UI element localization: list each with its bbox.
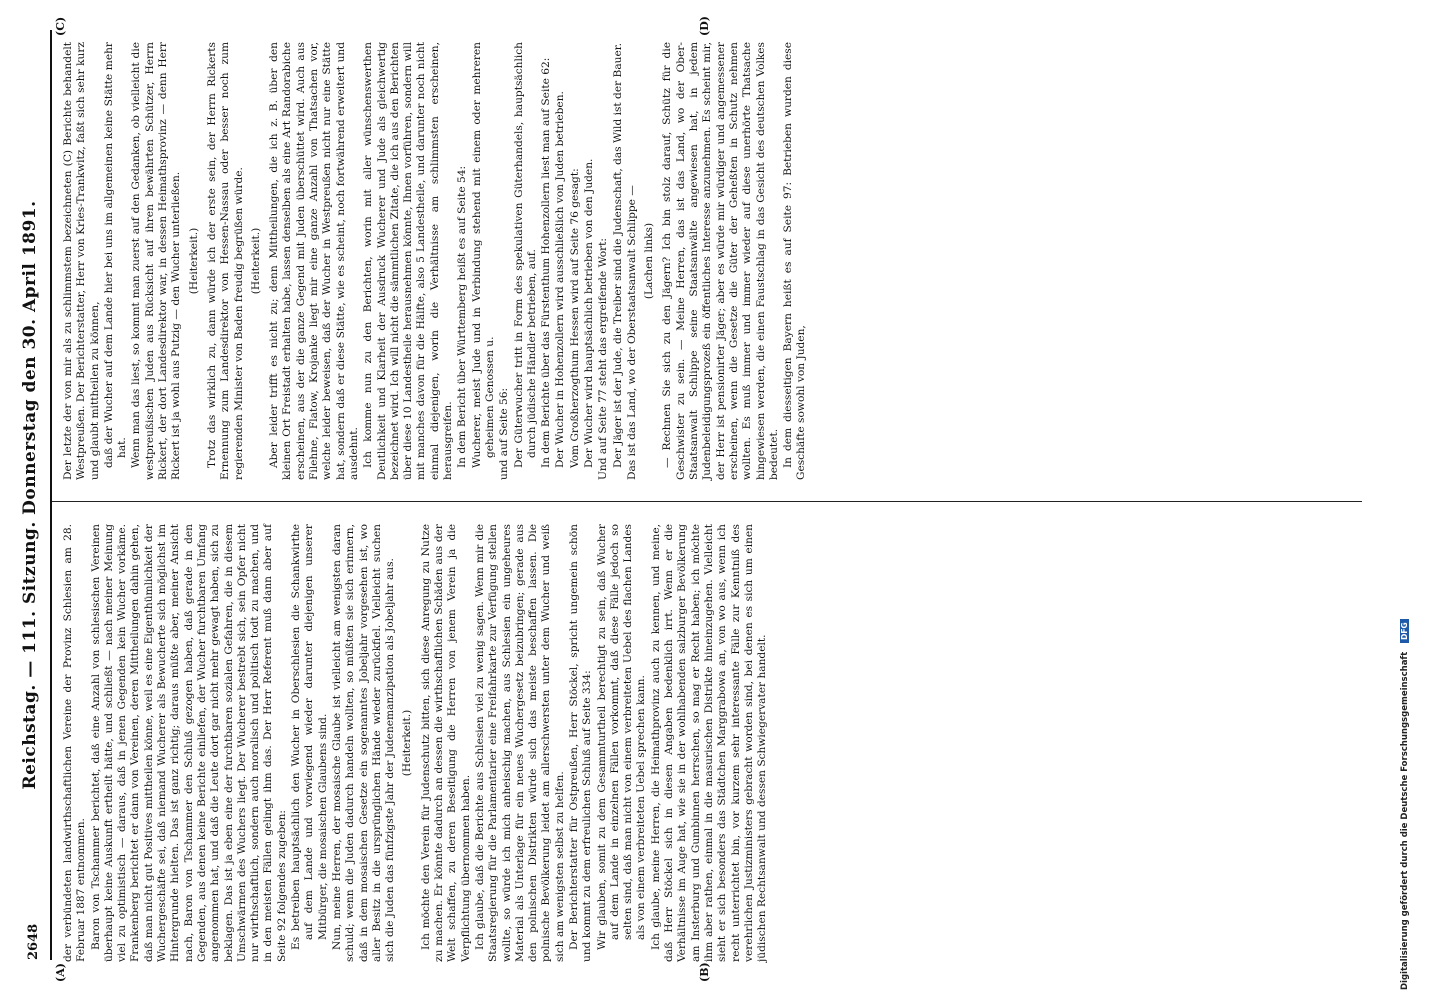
- left-column: [62, 524, 770, 962]
- paragraph: Der letzte der von mir als zu schlimmstem bezeichneten (C) Berichte behandelt Westpreußen. Der Berichterstatter, Herr von Kries-Trankwitz, faßt sich sehr kurz und glaubt mittheilen zu können,: [62, 42, 101, 480]
- session-line: Reichstag. — 111. Sitzung. Donnerstag den 30. April 1891.: [20, 200, 40, 790]
- paragraph: und auf Seite 56:: [498, 387, 511, 480]
- stage-direction: (Heiterkeit.): [249, 227, 262, 295]
- quoted-passage: daß der Wucher auf dem Lande hier bei uns im allgemeinen keine Stätte mehr hat.: [102, 42, 129, 468]
- paragraph: der verbündeten landwirthschaftlichen Vereine der Provinz Schlesien am 28. Februar 1887 entnommen.: [62, 524, 88, 962]
- right-column: [62, 42, 810, 480]
- paragraph: Nun, meine Herren, der mosaische Glaube ist vielleicht am wenigsten daran schuld; wenn die Juden dadurch handeln wollten, so müßten sie sich erinnern, daß in dem mosaischen Gesetze ein sogenanntes Jobeljahr vorgesehen ist, wo aller Besitz in die ursprünglichen Hände wieder zurückfiel. Vielleicht suchen sich die Juden das fünfzigste Jahr der Judenemanzipation als Jobeljahr aus.: [330, 524, 397, 962]
- dfg-credit-text: Digitalisierung gefördert durch die Deutsche Forschungsgemeinschaft: [1400, 651, 1410, 990]
- paragraph: Der Berichterstatter für Ostpreußen, Herr Stöckel, spricht ungemein schön und kommt zu dem erfreulichen Schluß auf Seite 334:: [567, 524, 594, 962]
- paragraph: Ich möchte den Verein für Judenschutz bitten, sich diese Anregung zu Nutze zu machen. Er könnte dadurch an dessen die wirthschaftlichen Schäden aus der Welt schaffen, zu deren Beseitigung die Herren von jenem Verein ja die Verpflichtung übernommen haben.: [419, 524, 472, 962]
- dfg-logo: DFG: [1400, 619, 1409, 643]
- margin-marker-c: (C): [54, 16, 67, 36]
- dfg-credit-strip: [1388, 0, 1428, 1000]
- margin-marker-d: (D): [698, 16, 711, 36]
- margin-marker-a: (A): [54, 963, 67, 982]
- paragraph: Trotz das wirklich zu, dann würde ich der erste sein, der Herrn Rickerts Ernennung zum Landesdirektor von Hessen-Nassau oder besser noch zum regierenden Minister von Baden freudig begrüßen würde.: [205, 42, 245, 480]
- paragraph: Das ist das Land, wo der Oberstaatsanwalt Schlippe —: [625, 185, 638, 480]
- stage-direction: (Heiterkeit.): [401, 709, 414, 777]
- paragraph: Ich komme nun zu den Berichten, worin mit aller wünschenswerthen Deutlichkeit und Klarheit der Ausdruck Wucherer und Jude als gleichwertig bezeichnet wird. Ich will nicht die sämmtlichen Zitate, die ich aus den Berichten über diese 10 Landestheile herausnehmen könnte, Ihnen vorführen, sondern will mit manches davon für die Hälfte, also 5 Landestheile, und darunter noch nicht einmal diejenigen, worin die Verhältnisse am schlimmsten erscheinen, herausgreifen.: [362, 42, 455, 480]
- paragraph: In dem Bericht über Württemberg heißt es auf Seite 54:: [456, 165, 469, 468]
- column-divider: [52, 501, 1362, 502]
- paragraph: Und auf Seite 77 steht das ergreifende Wort:: [597, 237, 610, 480]
- page-header: [16, 30, 52, 960]
- paragraph: Baron von Tschammer berichtet, daß eine Anzahl von schlesischen Vereinen überhaupt keine Auskunft ertheilt hätte, und schließt — nach meiner Meinung viel zu optimistisch — daraus, daß in jenen Gegenden kein Wucher vorkäme. Frankenberg berichtet er dann von Vereinen, deren Mittheilungen dahin gehen, daß man nicht gut Positives mittheilen könne, weil es eine Eigenthümlichkeit der Wuchergeschäfte sei, daß niemand Wucherer als Bewucherte sich möglichst im Hintergrunde hielten. Das ist ganz richtig; daraus müßte aber, meiner Ansicht nach, Baron von Tschammer den Schluß gezogen haben, daß gerade in den Gegenden, aus denen keine Berichte einliefen, der Wucher furchtbaren Umfang angenommen hat, und daß die Leute dort gar nicht mehr gewagt haben, sich zu beklagen. Das ist ja eben eine der furchtbaren sozialen Gefahren, die in diesem Umschwärmen des Wuchers liegt. Der Wucherer bestrebt sich, sein Opfer nicht nur wirthschaftlich, sondern auch moralisch und politisch todt zu machen, und in den meisten Fällen gelingt ihm das. Der Herr Referent muß dann aber auf Seite 92 folgendes zugeben:: [89, 524, 288, 962]
- stage-direction: (Heiterkeit.): [187, 227, 200, 295]
- quoted-passage: Es betreiben hauptsächlich den Wucher in Oberschlesien die Schankwirthe auf dem Lande und vorwiegend wieder darunter diejenigen unserer Mitbürger, die mosaischen Glaubens sind.: [290, 524, 329, 950]
- margin-marker-b: (B): [698, 962, 711, 982]
- dfg-credit: [1400, 619, 1410, 990]
- paragraph: Vom Großherzogthum Hessen wird auf Seite 76 gesagt:: [568, 168, 581, 468]
- paragraph: In dem Berichte über das Fürstenthum Hohenzollern liest man auf Seite 62:: [540, 57, 553, 468]
- paragraph: Wenn man das liest, so kommt man zuerst auf den Gedanken, ob vielleicht die westpreußischen Juden aus Rücksicht auf ihren bewährten Schützer, Herrn Rickert, der dort Landesdirektor war, in dessen Heimathsprovinz — denn Herr Rickert ist ja wohl aus Putzig — den Wucher unterließen.: [130, 42, 183, 480]
- quoted-passage: Der Jäger ist der Jude, die Treiber sind die Judenschaft, das Wild ist der Bauer.: [611, 43, 624, 468]
- paragraph: Aber leider trifft es nicht zu; denn Mittheilungen, die ich z. B. über den kleinen Ort Freistadt erhalten habe, lassen denselben als eine Art Randorabiche erscheinen, aus der die ganze Gegend mit Juden überschüttet wird. Auch aus Filehne, Flatow, Krojanke liegt mir eine ganze Anzahl von Thatsachen vor, welche leider beweisen, daß der Wucher in Westpreußen nicht nur eine Stätte hat, sondern daß er diese Stätte, wie es scheint, noch fortwährend erweitert und ausdehnt.: [268, 42, 360, 480]
- page-number: 2648: [26, 923, 41, 960]
- paragraph: In dem diesseitigen Bayern heißt es auf Seite 97: Betrieben wurden diese Geschäfte sowohl von Juden,: [782, 42, 808, 480]
- rotated-document-sheet: [16, 16, 1386, 982]
- quoted-passage: Der Wucher wird hauptsächlich betrieben von den Juden.: [582, 158, 595, 468]
- stage-direction: (Lachen links): [643, 222, 656, 300]
- quoted-passage: Wir glauben, somit zu dem Gesammturtheil berechtigt zu sein, daß Wucher auf dem Lande in einzelnen Fällen vorkommt, daß diese Fälle jedoch so selten sind, daß man nicht von einem verbreiteten Uebel des flachen Landes als von einem verbreiteten Uebel sprechen kann.: [595, 524, 648, 950]
- paragraph: Ich glaube, meine Herren, die Heimathprovinz auch zu kennen, und meine, daß Herr Stöckel sich in diesen Angaben bedenklich irrt. Wenn er die Verhältnisse im Auge hat, wie sie in der wohlhabenden salzburger Bevölkerung am Insterburg und Gumbinnen herrschen, so mag er Recht haben; ich möchte ihm aber rathen, einmal in die masurischen Distrikte hineinzugehen. Vielleicht sieht er sich besonders das Städtchen Marggrabowa an, von wo aus, wenn ich recht unterrichtet bin, vor kurzem sehr interessante Fälle zur Kenntniß des verehrlichen Justizministers gebracht worden sind, bei denen es sich um einen jüdischen Rechtsanwalt und dessen Schwiegervater handelt.: [649, 524, 769, 962]
- paragraph: — Rechnen Sie sich zu den Jägern? Ich bin stolz darauf, Schütz für die Geschwister zu sein. — Meine Herren, das ist das Land, wo der Ober-Staatsanwalt Schlippe seine Staatsanwälte angewiesen hat, in jedem Judenbeleidigungsprozeß ein öffentliches Interesse anzunehmen. Es scheint mir, der Herr ist pensionirter Jäger; aber es würde mir würdiger und angemessener erscheinen, wenn die Gesetze die Güter der Geheßten in Schutz nehmen wollten. Es muß immer und immer wieder auf diese unerhörte Thatsache hingewiesen werden, die einen Faustschlag in das Gesicht des deutschen Volkes bedeutet.: [661, 42, 780, 480]
- quoted-passage: Wucherer, meist Jude und in Verbindung stehend mit einem oder mehreren geheimen Genossen u.: [470, 42, 496, 468]
- paragraph: Ich glaube, daß die Berichte aus Schlesien viel zu wenig sagen. Wenn mir die Staatsregierung für die Parlamentarier eine Freifahrkarte zur Verfügung stellen wollte, so würde ich mich anheischig machen, aus Schlesien ein ungeheures Material als Unterlage für ein neues Wuchergesetz beizubringen; gerade aus den polnischen Distrikten würde sich das meiste beschaffen lassen. Die polnische Bevölkerung leidet am allerschwersten unter dem Wucher und weiß sich am wenigsten selbst zu helfen.: [473, 524, 566, 962]
- quoted-passage: Der Güterwucher tritt in Form des spekulativen Güterhandels, hauptsächlich durch jüdische Händler betrieben, auf.: [512, 42, 538, 468]
- quoted-passage: Der Wucher in Hohenzollern wird ausschließlich von Juden betrieben.: [554, 91, 567, 468]
